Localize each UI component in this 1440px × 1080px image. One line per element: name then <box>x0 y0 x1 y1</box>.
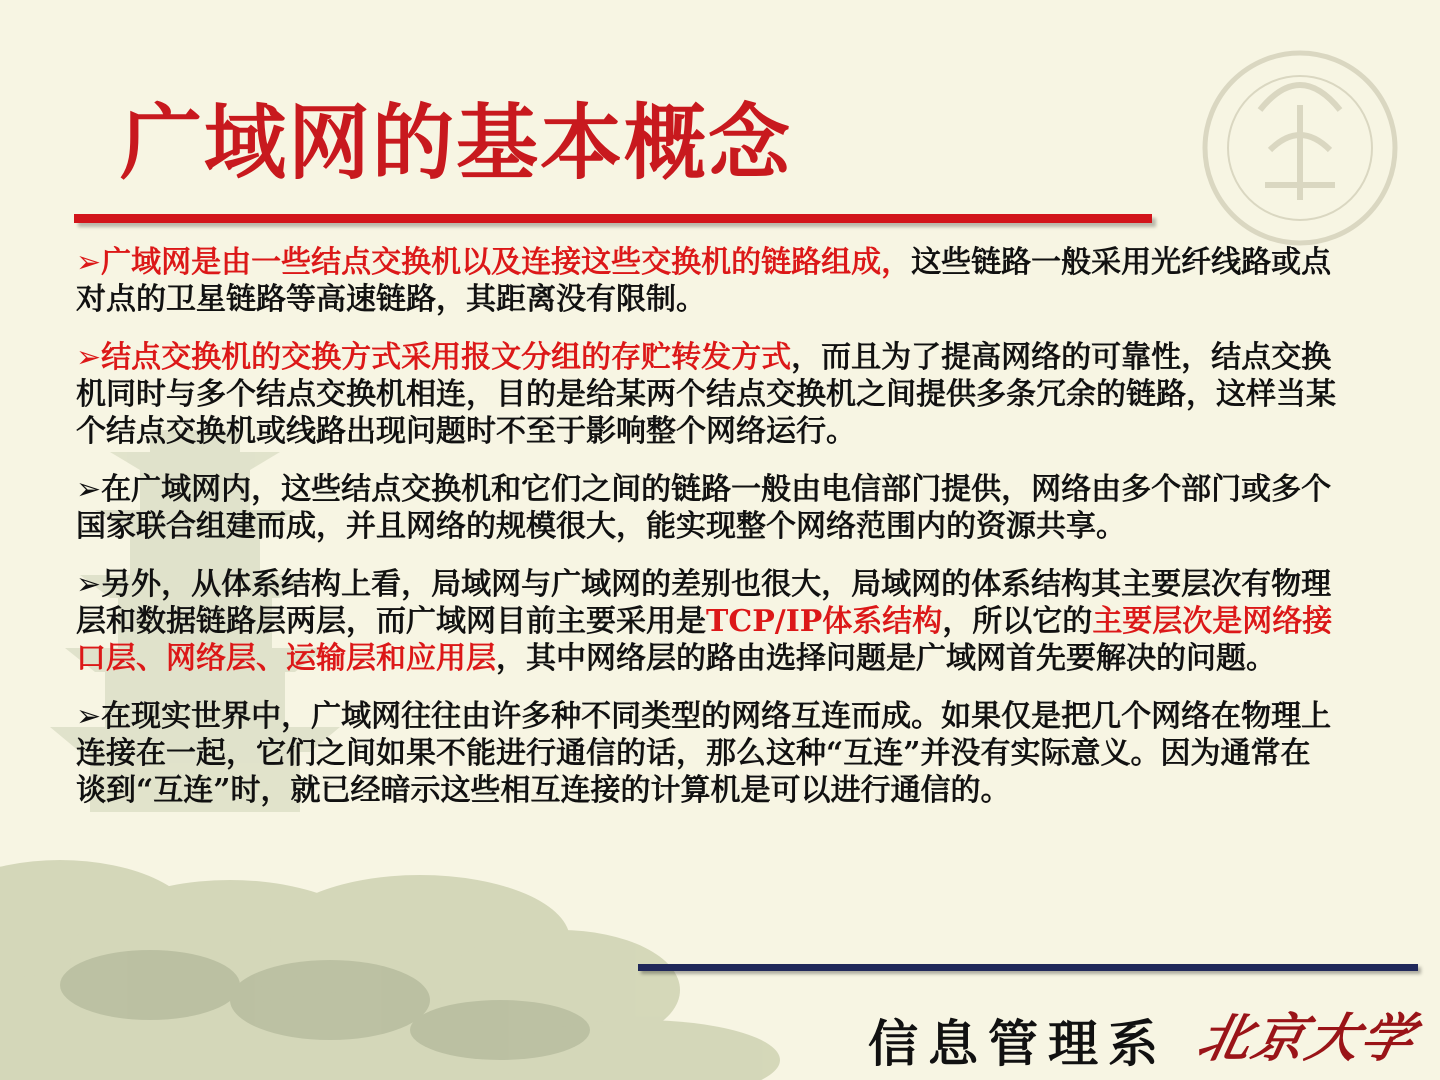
bullet-arrow-icon: ➢ <box>76 699 102 734</box>
bullet-arrow-icon: ➢ <box>76 472 102 507</box>
title-divider <box>74 214 1152 223</box>
text-run: 广域网是由一些结点交换机以及连接这些交换机的链路组成， <box>101 245 912 280</box>
text-run: TCP/IP体系结构 <box>706 604 943 639</box>
text-run: ，其中网络层的路由选择问题是广域网首先要解决的问题。 <box>496 641 1276 676</box>
text-run: ，而且为了提高网络的可靠性，结点交换机同时与多个结点交换机相连，目的是给某两个结点交换机之间提供多条冗余的链路，这样当某个结点交换机或线路出现问题时不至于影响整个网络运行。 <box>76 340 1336 449</box>
text-run: 在广域网内，这些结点交换机和它们之间的链路一般由电信部门提供，网络由多个部门或多个国家联合组建而成，并且网络的规模很大，能实现整个网络范围内的资源共享。 <box>76 472 1332 544</box>
text-run: 另外，从体系结构上看，局域网与广域网的差别也很大，局域网的体系结构其主要层次有物理层和数据链路层两层，而广域网目前主要采用是 <box>76 567 1332 639</box>
bullet-arrow-icon: ➢ <box>76 340 102 375</box>
bullet-paragraph-5 <box>76 698 1336 809</box>
slide-body <box>76 244 1336 830</box>
bullet-paragraph-4 <box>76 566 1336 677</box>
department-name: 信息管理系 <box>868 1014 1168 1073</box>
text-run: ，所以它的 <box>942 604 1093 639</box>
bullet-paragraph-1 <box>76 244 1336 318</box>
university-seal <box>1205 53 1395 243</box>
footer-divider <box>638 964 1418 971</box>
text-run: 主要层次是网络接口层、网络层、运输层和应用层 <box>76 604 1333 676</box>
bullet-arrow-icon: ➢ <box>76 245 102 280</box>
page-title: 广域网的基本概念 <box>120 95 793 191</box>
bullet-paragraph-2 <box>76 339 1336 450</box>
text-run: 这些链路一般采用光纤线路或点对点的卫星链路等高速链路，其距离没有限制。 <box>76 245 1332 317</box>
bullet-arrow-icon: ➢ <box>76 567 102 602</box>
text-run: 在现实世界中，广域网往往由许多种不同类型的网络互连而成。如果仅是把几个网络在物理上连接在一起，它们之间如果不能进行通信的话，那么这种“互连”并没有实际意义。因为通常在谈到“互连”时，就已经暗示这些相互连接的计算机是可以进行通信的。 <box>76 699 1332 808</box>
text-run: 结点交换机的交换方式采用报文分组的存贮转发方式 <box>101 340 792 375</box>
university-logo: 北京大学 <box>1192 1008 1422 1069</box>
bullet-paragraph-3 <box>76 471 1336 545</box>
